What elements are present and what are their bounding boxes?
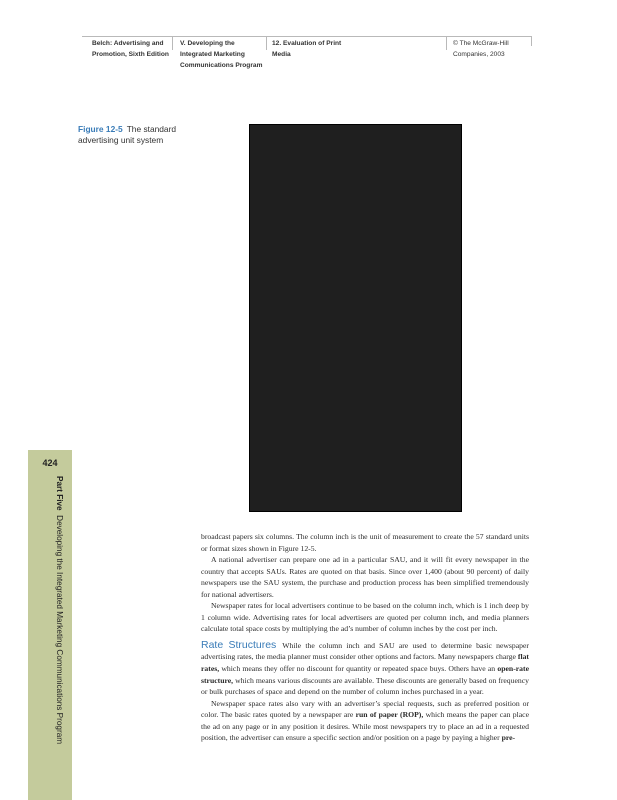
key-term: pre- xyxy=(501,733,516,743)
part-label: Part Five xyxy=(55,476,64,511)
header-divider xyxy=(172,36,173,50)
header-divider xyxy=(531,36,532,46)
header-divider xyxy=(266,36,267,50)
key-term: flat rates, xyxy=(201,652,529,674)
figure-number: Figure 12-5 xyxy=(78,124,123,134)
header-chapter-title: 12. Evaluation of Print Media xyxy=(272,40,342,58)
page-number: 424 xyxy=(42,458,58,468)
paragraph: Newspaper space rates also vary with an advertiser’s special requests, such as preferred position or color. The basic rates quoted by a newspaper are run of paper (ROP), which means the paper can place the ad on any page or in any position it desires. While most newspapers try to place an ad in a requested position, the advertiser can ensure a specific section and/or position on a page by paying a higher pre- xyxy=(201,698,529,743)
header-copyright: © The McGraw-Hill Companies, 2003 xyxy=(453,40,509,58)
figure-image xyxy=(249,124,462,512)
paragraph: Rate Structures While the column inch and SAU are used to determine basic newspaper advertising rates, the media planner must consider other options and factors. Many newspapers charge flat rates, which means they offer no discount for quantity or repeated space buys. Others have an open-rate structure, which means various discounts are available. These discounts are generally based on frequency or bulk purchases of space and depend on the number of column inches purchased in a year. xyxy=(201,638,529,697)
header-book-title: Belch: Advertising and Promotion, Sixth Edition xyxy=(92,40,169,58)
key-term: run of paper (ROP), xyxy=(355,710,424,720)
header-rule xyxy=(82,36,532,37)
paragraph: A national advertiser can prepare one ad in a particular SAU, and it will fit every newspaper in the country that accepts SAUs. Rates are quoted on that basis. Since over 1,400 (about 90 percent) of daily newspapers use the SAU system, the purchase and production process has been simplified tremendously for national advertisers. xyxy=(201,555,529,599)
side-tab xyxy=(28,450,72,800)
figure-caption-text: The standard advertising unit system xyxy=(78,124,177,145)
key-term: open-rate structure, xyxy=(201,664,529,685)
section-heading: Rate Structures xyxy=(201,638,277,651)
figure-caption xyxy=(78,124,198,146)
paragraph: Newspaper rates for local advertisers continue to be based on the column inch, which is 1 inch deep by 1 column wide. Advertising rates for local advertisers are quoted per column inch, and media planners calculate total space costs by multiplying the ad’s number of column inches by the cost per inch. xyxy=(201,601,529,634)
side-running-title xyxy=(55,476,64,744)
header-divider xyxy=(446,36,447,50)
part-title: Developing the Integrated Marketing Communications Program xyxy=(55,515,64,745)
paragraph: broadcast papers six columns. The column inch is the unit of measurement to create the 57 standard units or format sizes shown in Figure 12-5. xyxy=(201,532,529,553)
header-part-title: V. Developing the Integrated Marketing Communications Program xyxy=(180,40,263,69)
body-text xyxy=(201,531,529,744)
